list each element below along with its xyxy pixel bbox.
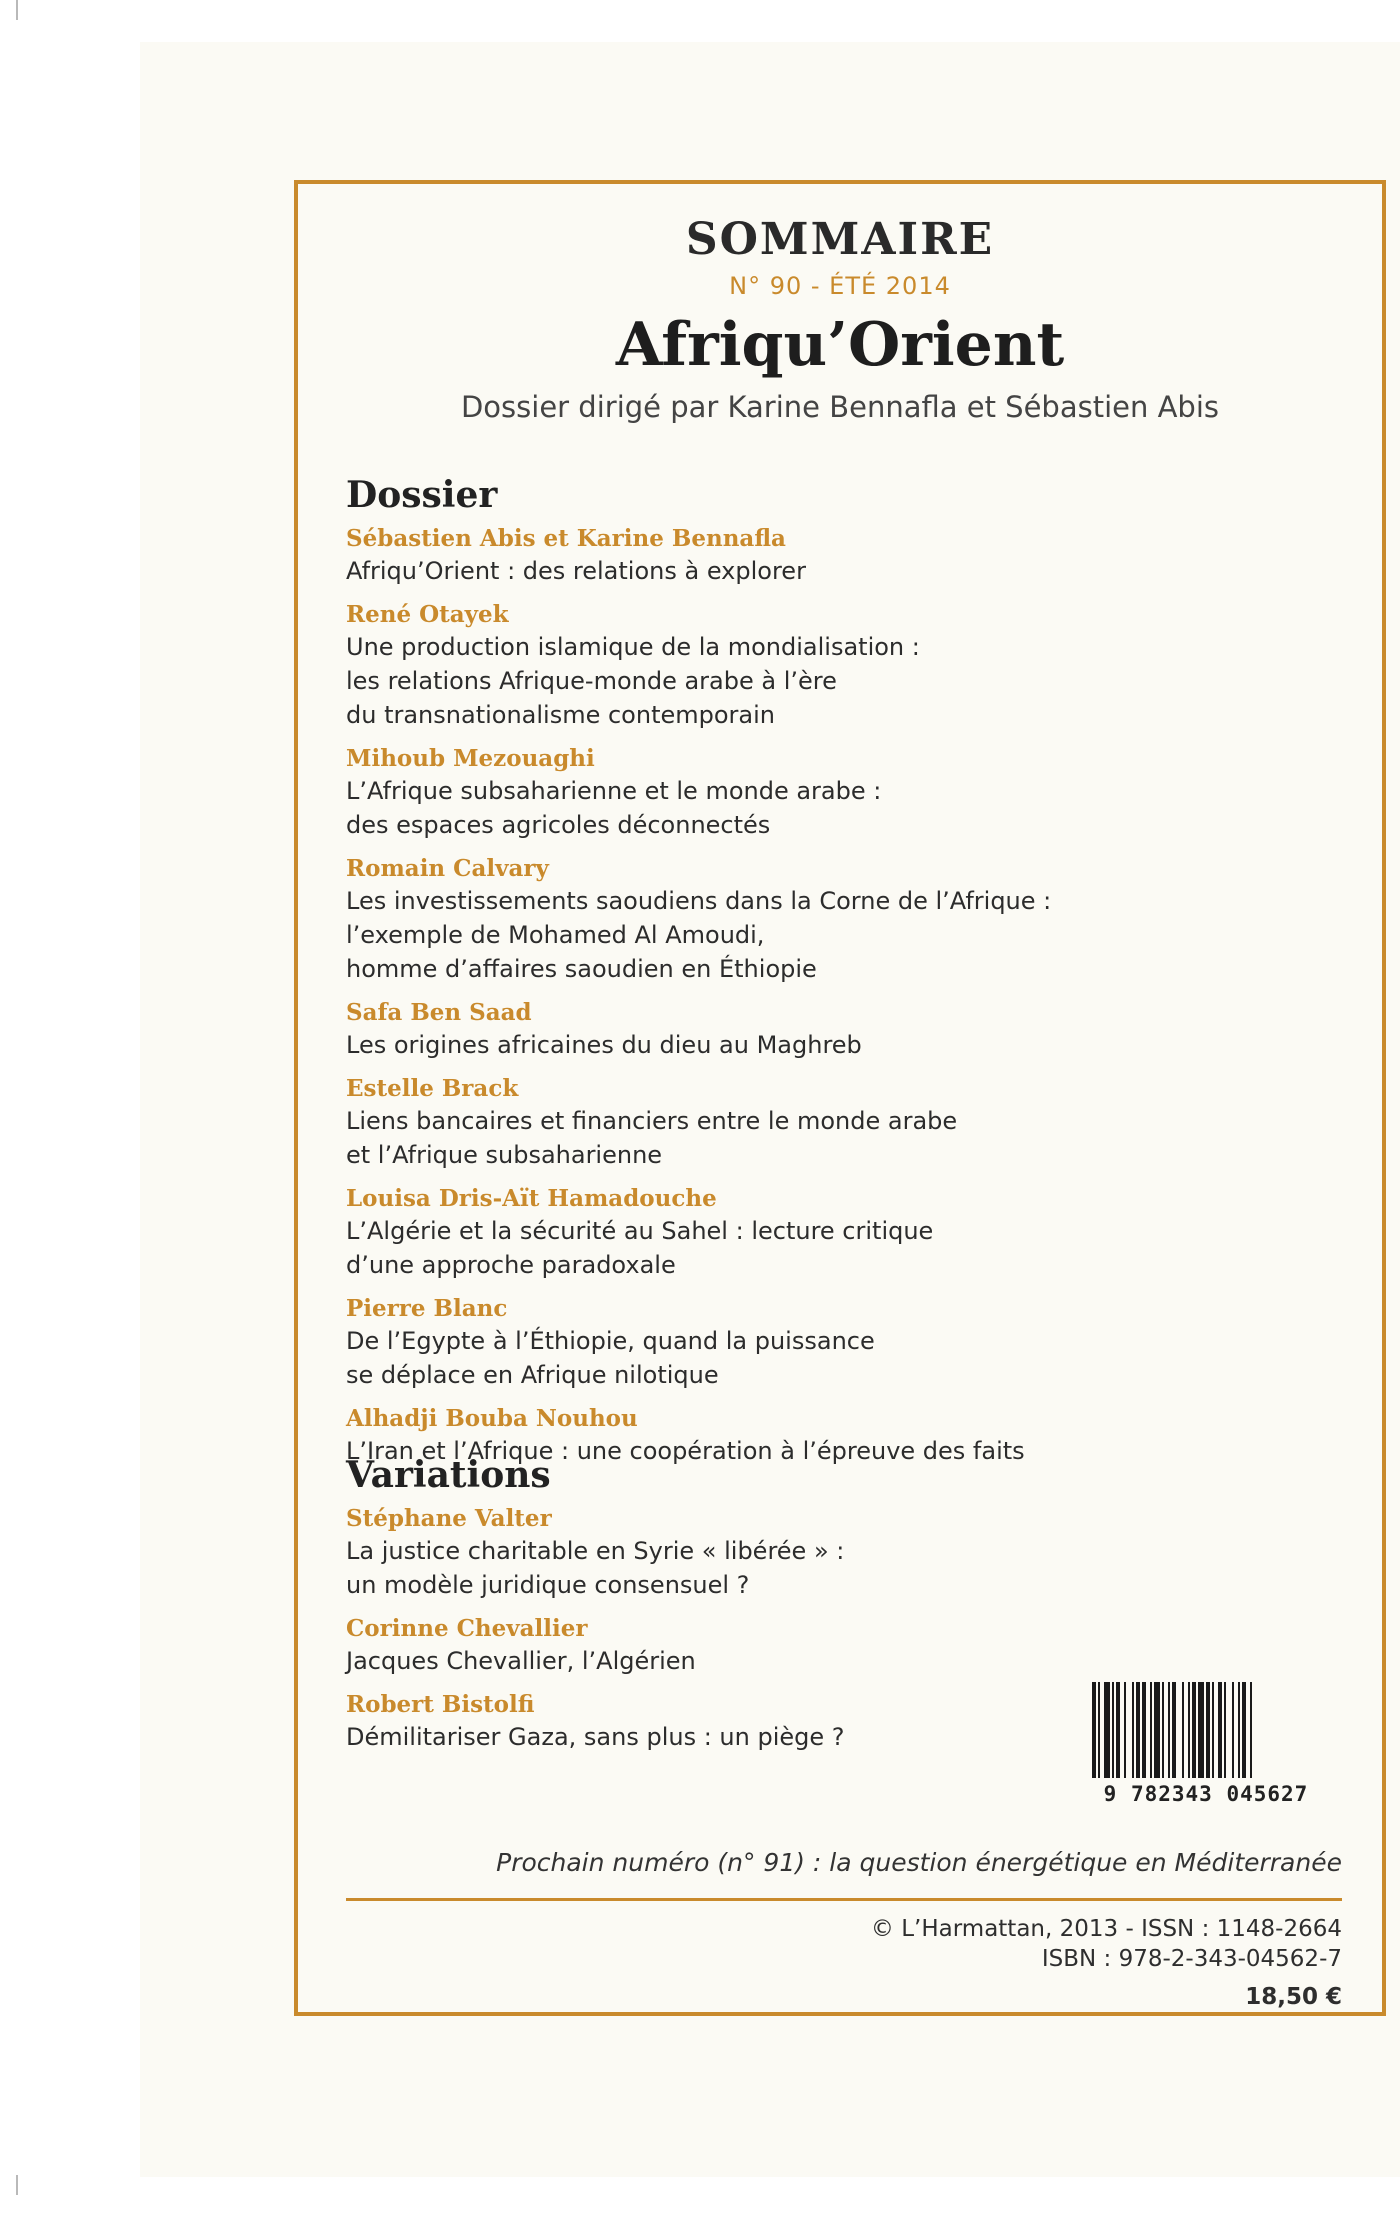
article-title: De l’Egypte à l’Éthiopie, quand la puissance se déplace en Afrique nilotique — [346, 1327, 875, 1389]
article-entry — [346, 1074, 1326, 1172]
contents-frame — [294, 180, 1386, 2016]
article-author: Pierre Blanc — [346, 1295, 508, 1322]
article-title: L’Algérie et la sécurité au Sahel : lecture critique d’une approche paradoxale — [346, 1217, 934, 1279]
next-issue-note: Prochain numéro (n° 91) : la question énergétique en Méditerranée — [496, 1848, 1342, 1877]
barcode-bar — [1224, 1682, 1226, 1778]
article-title: L’Afrique subsaharienne et le monde arabe : des espaces agricoles déconnectés — [346, 777, 882, 839]
summary-title: SOMMAIRE — [685, 214, 995, 265]
article-entry — [346, 1614, 1326, 1678]
article-author: Safa Ben Saad — [346, 999, 532, 1026]
article-entry — [346, 1504, 1326, 1602]
article-title: L’Iran et l’Afrique : une coopération à l’épreuve des faits — [346, 1437, 1025, 1465]
barcode-bar — [1250, 1682, 1252, 1778]
journal-title: Afriqu’Orient — [615, 310, 1065, 380]
article-entry — [346, 1184, 1326, 1282]
article-title: Jacques Chevallier, l’Algérien — [346, 1647, 696, 1675]
barcode-bar — [1232, 1682, 1234, 1778]
barcode-bar — [1098, 1682, 1100, 1778]
barcode-bar — [1124, 1682, 1126, 1778]
dossier-heading: Dossier — [346, 474, 498, 516]
barcode-bar — [1116, 1682, 1120, 1778]
barcode-bar — [1182, 1682, 1184, 1778]
article-title: Afriqu’Orient : des relations à explorer — [346, 557, 806, 585]
issue-number: N° 90 - ÉTÉ 2014 — [729, 272, 951, 300]
article-author: Louisa Dris-Aït Hamadouche — [346, 1185, 717, 1212]
article-author: Romain Calvary — [346, 855, 549, 882]
article-title: Liens bancaires et financiers entre le monde arabe et l’Afrique subsaharienne — [346, 1107, 958, 1169]
article-author: Robert Bistolfi — [346, 1691, 535, 1718]
dossier-section — [346, 474, 1326, 1480]
barcode-bars — [1092, 1682, 1320, 1778]
article-author: Corinne Chevallier — [346, 1615, 588, 1642]
article-title: Les origines africaines du dieu au Maghreb — [346, 1031, 862, 1059]
article-author: Sébastien Abis et Karine Bennafla — [346, 525, 786, 552]
article-entry — [346, 524, 1326, 588]
barcode-digits: 9 782343 045627 — [1103, 1782, 1309, 1806]
article-author: René Otayek — [346, 601, 509, 628]
article-author: Estelle Brack — [346, 1075, 519, 1102]
barcode-bar — [1112, 1682, 1114, 1778]
dossier-editors: Dossier dirigé par Karine Bennafla et Sébastien Abis — [460, 390, 1220, 424]
article-entry — [346, 998, 1326, 1062]
barcode-bar — [1168, 1682, 1170, 1778]
barcode-bar — [1172, 1682, 1176, 1778]
article-title: Une production islamique de la mondialisation : les relations Afrique-monde arabe à l’ère du transnationalisme contemporain — [346, 633, 920, 729]
barcode-bar — [1212, 1682, 1214, 1778]
article-title: La justice charitable en Syrie « libérée » : un modèle juridique consensuel ? — [346, 1537, 845, 1599]
barcode-bar — [1136, 1682, 1140, 1778]
article-entry — [346, 744, 1326, 842]
article-entry — [346, 600, 1326, 732]
article-title: Démilitariser Gaza, sans plus : un piège ? — [346, 1723, 845, 1751]
barcode-bar — [1092, 1682, 1096, 1778]
isbn-barcode — [1084, 1682, 1328, 1806]
article-title: Les investissements saoudiens dans la Corne de l’Afrique : l’exemple de Mohamed Al Amoudi, homme d’affaires saoudien en Éthiopie — [346, 887, 1052, 983]
article-author: Alhadji Bouba Nouhou — [346, 1405, 638, 1432]
barcode-bar — [1154, 1682, 1160, 1778]
article-entry — [346, 854, 1326, 986]
barcode-bar — [1198, 1682, 1204, 1778]
barcode-bar — [1150, 1682, 1152, 1778]
back-cover-page — [140, 42, 1400, 2177]
crop-mark-top — [16, 0, 18, 20]
barcode-bar — [1238, 1682, 1240, 1778]
barcode-bar — [1104, 1682, 1110, 1778]
footer-divider — [346, 1898, 1342, 1901]
barcode-bar — [1142, 1682, 1146, 1778]
article-author: Mihoub Mezouaghi — [346, 745, 595, 772]
barcode-bar — [1206, 1682, 1210, 1778]
variations-heading: Variations — [346, 1454, 551, 1496]
barcode-bar — [1162, 1682, 1164, 1778]
crop-mark-bottom — [16, 2175, 18, 2195]
isbn-number: ISBN : 978-2-343-04562-7 — [1041, 1946, 1342, 1972]
barcode-bar — [1192, 1682, 1196, 1778]
price: 18,50 € — [1245, 1984, 1342, 2010]
publisher-copyright: © L’Harmattan, 2013 - ISSN : 1148-2664 — [870, 1916, 1342, 1942]
barcode-bar — [1218, 1682, 1222, 1778]
barcode-bar — [1188, 1682, 1190, 1778]
barcode-bar — [1132, 1682, 1134, 1778]
barcode-bar — [1242, 1682, 1246, 1778]
article-entry — [346, 1294, 1326, 1392]
article-author: Stéphane Valter — [346, 1505, 552, 1532]
